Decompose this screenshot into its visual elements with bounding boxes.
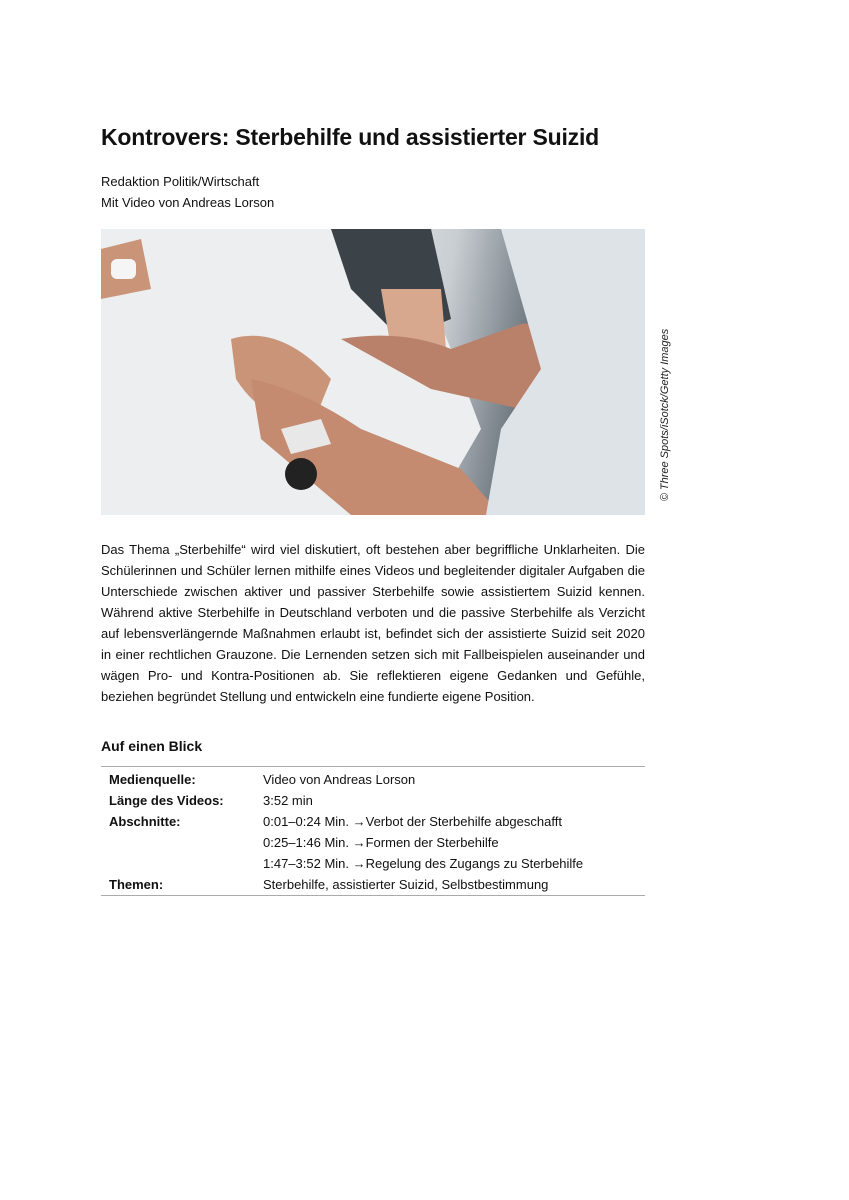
table-row [101,832,645,853]
row-label: Abschnitte: [109,814,181,829]
row-value: 3:52 min [263,793,313,808]
row-label [101,832,263,853]
table-row [101,790,645,811]
overview-heading: Auf einen Blick [101,738,203,754]
row-value: Sterbehilfe, assistierter Suizid, Selbstbestimmung [263,877,549,892]
row-value: Video von Andreas Lorson [263,772,416,787]
editorial-line: Redaktion Politik/Wirtschaft [101,174,260,189]
table-row [101,853,645,874]
hospital-hands-illustration [101,229,645,515]
video-author-line: Mit Video von Andreas Lorson [101,195,275,210]
photo-credit: © Three Spots/iSotck/Getty Images [659,328,671,502]
row-label: Länge des Videos: [109,793,224,808]
row-label: Medienquelle: [109,772,196,787]
table-row [101,874,645,895]
row-label: Themen: [109,877,164,892]
row-value: 0:25–1:46 Min. →Formen der Sterbehilfe [263,835,499,850]
table-row [101,811,645,832]
table-row [101,769,645,790]
page-title: Kontrovers: Sterbehilfe und assistierter Suizid [101,124,599,150]
overview-table [101,766,645,896]
row-label [101,853,263,874]
cover-photo [101,229,645,515]
intro-paragraph: Das Thema „Sterbehilfe“ wird viel diskutiert, oft bestehen aber begriffliche Unklarheiten. Die Schülerinnen und Schüler lernen mithilfe eines Videos und begleitender digitaler Aufgaben die Unterschiede zwischen aktiver und passiver Sterbehilfe sowie assistiertem Suizid kennen. Während aktive Sterbehilfe in Deutschland verboten und die passive Sterbehilfe als Verzicht auf lebensverlängernde Maßnahmen erlaubt ist, befindet sich der assistierte Suizid seit 2020 in einer rechtlichen Grauzone. Die Lernenden setzen sich mit Fallbeispielen auseinander und wägen Pro- und Kontra-Positionen ab. Sie reflektieren eigene Gedanken und Gefühle, beziehen begründet Stellung und entwickeln eine fundierte eigene Position. [101,542,645,704]
byline [101,171,274,213]
row-value: 1:47–3:52 Min. →Regelung des Zugangs zu Sterbehilfe [263,856,584,871]
row-value: 0:01–0:24 Min. →Verbot der Sterbehilfe abgeschafft [263,814,562,829]
